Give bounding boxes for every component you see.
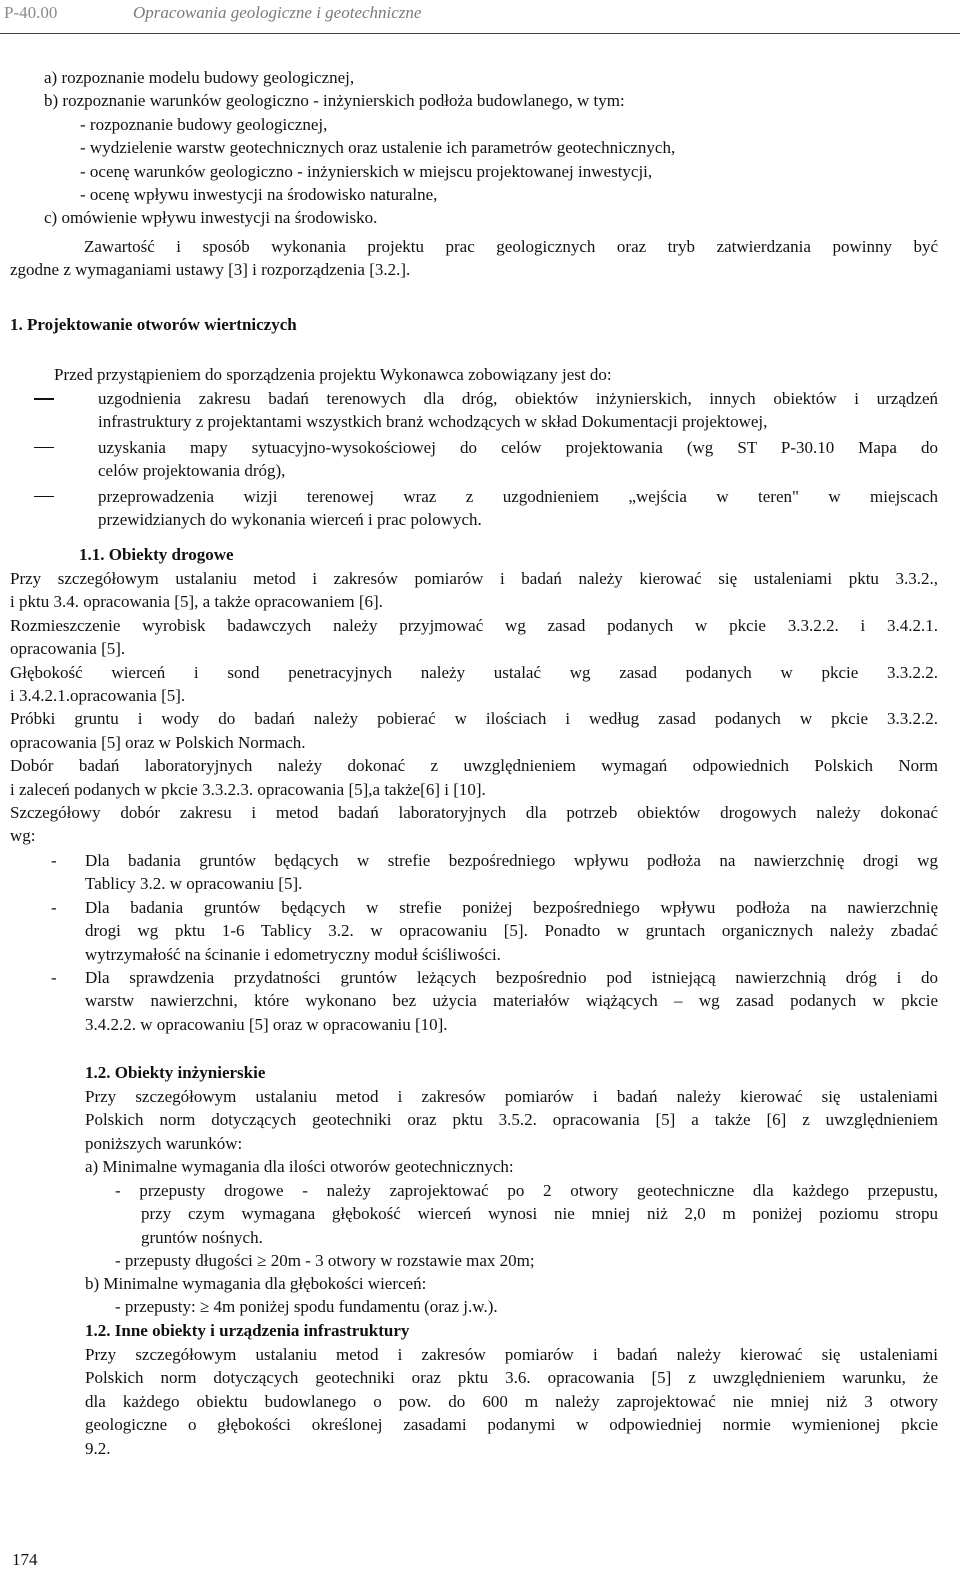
body-line: 9.2. — [85, 1438, 111, 1458]
dash-bullet — [34, 496, 54, 498]
list-item-line: uzgodnienia zakresu badań terenowych dla dróg, obiektów inżynierskich, innych obiektów i urządzeń — [98, 389, 938, 408]
section-heading: 1.2. Obiekty inżynierskie — [85, 1063, 266, 1082]
list-item — [98, 485, 938, 532]
body-line: i pktu 3.4. opracowania [5], a także opracowaniem [6]. — [10, 592, 383, 612]
list-item-line: - przepusty drogowe - należy zaprojektować po 2 otwory geotechniczne dla każdego przepustu, — [115, 1181, 938, 1200]
page-number: 174 — [12, 1550, 38, 1569]
body-line: opracowania [5] oraz w Polskich Normach. — [10, 732, 306, 752]
requirement-label: b) Minimalne wymagania dla głębokości wierceń: — [85, 1274, 427, 1293]
body-line: geologiczne o głębokości określonej zasadami podanymi w odpowiedniej normie wymienionej pkcie — [85, 1415, 938, 1435]
list-item-line: infrastruktury z projektantami wszystkich branż wchodzących w skład Dokumentacji projektowej, — [98, 412, 768, 432]
intro-line: b) rozpoznanie warunków geologiczno - inżynierskich podłoża budowlanego, w tym: — [44, 91, 625, 111]
intro-line: - ocenę warunków geologiczno - inżynierskich w miejscu projektowanej inwestycji, — [80, 161, 653, 181]
intro-paragraph — [10, 235, 938, 282]
list-item-line: - przepusty długości ≥ 20m - 3 otwory w rozstawie max 20m; — [115, 1251, 535, 1271]
requirement-label: a) Minimalne wymagania dla ilości otworów geotechnicznych: — [85, 1157, 514, 1177]
list-item — [98, 436, 938, 483]
list-item-line: 3.4.2.2. w opracowaniu [5] oraz w opracowaniu [10]. — [85, 1014, 448, 1034]
list-item — [98, 387, 938, 434]
list-item-line: warstw nawierzchni, które wykonano bez użycia materiałów wiążących – wg zasad podanych w pkcie — [85, 991, 938, 1011]
body-line: Przy szczegółowym ustalaniu metod i zakresów pomiarów i badań należy kierować się ustaleniami pktu 3.3.2., — [10, 569, 938, 588]
header-title: Opracowania geologiczne i geotechniczne — [133, 3, 422, 22]
body-line: i 3.4.2.1.opracowania [5]. — [10, 686, 186, 706]
list-item-line: przeprowadzenia wizji terenowej wraz z uzgodnieniem „wejścia w teren" w miejscach — [98, 486, 938, 506]
body-line: dla każdego obiektu budowlanego o pow. do 600 m należy zaprojektować nie mniej niż 3 otwory — [85, 1391, 938, 1411]
intro-line: - wydzielenie warstw geotechnicznych oraz ustalenie ich parametrów geotechnicznych, — [80, 138, 676, 158]
section-body — [85, 1343, 938, 1460]
section-heading: 1. Projektowanie otworów wiertniczych — [10, 315, 297, 334]
body-line: Głębokość wierceń i sond penetracyjnych należy ustalać wg zasad podanych w pkcie 3.3.2.2. — [10, 662, 938, 682]
list-item — [51, 849, 938, 896]
body-line: wg: — [10, 826, 36, 846]
body-line: i zaleceń podanych w pkcie 3.3.2.3. opracowania [5],a także[6] i [10]. — [10, 779, 486, 799]
hyphen-bullet: - — [51, 968, 57, 988]
section-heading: 1.1. Obiekty drogowe — [79, 545, 234, 564]
list-item-line: gruntów nośnych. — [141, 1227, 263, 1247]
list-item-line: Tablicy 3.2. w opracowaniu [5]. — [85, 874, 303, 894]
body-line: Szczegółowy dobór zakresu i metod badań laboratoryjnych dla potrzeb obiektów drogowych należy dokonać — [10, 803, 938, 823]
list-item — [51, 896, 938, 966]
body-line: poniższych warunków: — [85, 1133, 243, 1153]
list-item-line: wytrzymałość na ścinanie i edometryczny moduł ściśliwości. — [85, 944, 501, 964]
intro-line: a) rozpoznanie modelu budowy geologicznej, — [44, 68, 355, 87]
section-body — [10, 567, 938, 848]
list-item-line: - przepusty: ≥ 4m poniżej spodu fundamentu (oraz j.w.). — [115, 1297, 498, 1317]
body-line: Przy szczegółowym ustalaniu metod i zakresów pomiarów i badań należy kierować się ustaleniami — [85, 1345, 938, 1364]
section-lead: Przed przystąpieniem do sporządzenia projektu Wykonawca zobowiązany jest do: — [54, 365, 612, 384]
intro-line: - ocenę wpływu inwestycji na środowisko naturalne, — [80, 185, 438, 205]
body-line: opracowania [5]. — [10, 639, 126, 659]
body-line: Polskich norm dotyczących geotechniki oraz pktu 3.6. opracowania [5] z uwzględnieniem warunku, że — [85, 1368, 938, 1388]
intro-line: - rozpoznanie budowy geologicznej, — [80, 114, 328, 134]
section-heading: 1.2. Inne obiekty i urządzenia infrastruktury — [85, 1321, 410, 1340]
list-item-line: przy czym wymagana głębokość wierceń wynosi nie mniej niż 2,0 m poniżej poziomu stropu — [141, 1204, 938, 1224]
body-line: Dobór badań laboratoryjnych należy dokonać z uwzględnieniem wymagań odpowiednich Polskich Norm — [10, 756, 938, 776]
hyphen-bullet: - — [51, 851, 57, 870]
intro-list — [44, 66, 924, 230]
header-rule — [0, 33, 960, 34]
list-item-line: przewidzianych do wykonania wierceń i prac polowych. — [98, 510, 482, 530]
dash-bullet — [34, 398, 54, 400]
hyphen-bullet: - — [51, 897, 57, 917]
intro-line: c) omówienie wpływu inwestycji na środowisko. — [44, 208, 378, 228]
body-line: Próbki gruntu i wody do badań należy pobierać w ilościach i według zasad podanych w pkcie 3.3.2.2. — [10, 709, 938, 729]
list-item-line: Dla sprawdzenia przydatności gruntów leżących bezpośrednio pod istniejącą nawierzchnią dróg i do — [85, 968, 938, 988]
body-line: Rozmieszczenie wyrobisk badawczych należy przyjmować wg zasad podanych w pkcie 3.3.2.2. i 3.4.2.1. — [10, 615, 938, 635]
list-item-line: celów projektowania dróg), — [98, 461, 286, 481]
list-item-line: Dla badania gruntów będących w strefie bezpośredniego wpływu podłoża na nawierzchnię drogi wg — [85, 851, 938, 870]
intro-paragraph-line: Zawartość i sposób wykonania projektu prac geologicznych oraz tryb zatwierdzania powinny być — [84, 237, 938, 256]
list-item-line: Dla badania gruntów będących w strefie poniżej bezpośredniego wpływu podłoża na nawierzchnię — [85, 897, 938, 917]
requirement-b — [85, 1272, 938, 1319]
intro-paragraph-line: zgodne z wymaganiami ustawy [3] i rozporządzenia [3.2.]. — [10, 260, 411, 280]
header-code: P-40.00 — [4, 3, 58, 22]
body-line: Polskich norm dotyczących geotechniki oraz pktu 3.5.2. opracowania [5] a także [6] z uwzględnieniem — [85, 1110, 938, 1130]
dash-bullet — [34, 447, 54, 449]
section-body — [85, 1085, 938, 1179]
requirements-list — [98, 387, 938, 531]
list-item-line: drogi wg pktu 1-6 Tablicy 3.2. w opracowaniu [5]. Ponadto w gruntach organicznych należy zbadać — [85, 921, 938, 941]
lab-tests-list — [51, 849, 938, 1036]
list-item-line: uzyskania mapy sytuacyjno-wysokościowej do celów projektowania (wg ST P-30.10 Mapa do — [98, 437, 938, 457]
list-item — [51, 966, 938, 1036]
requirement-a-list — [115, 1179, 938, 1273]
body-line: Przy szczegółowym ustalaniu metod i zakresów pomiarów i badań należy kierować się ustaleniami — [85, 1087, 938, 1106]
